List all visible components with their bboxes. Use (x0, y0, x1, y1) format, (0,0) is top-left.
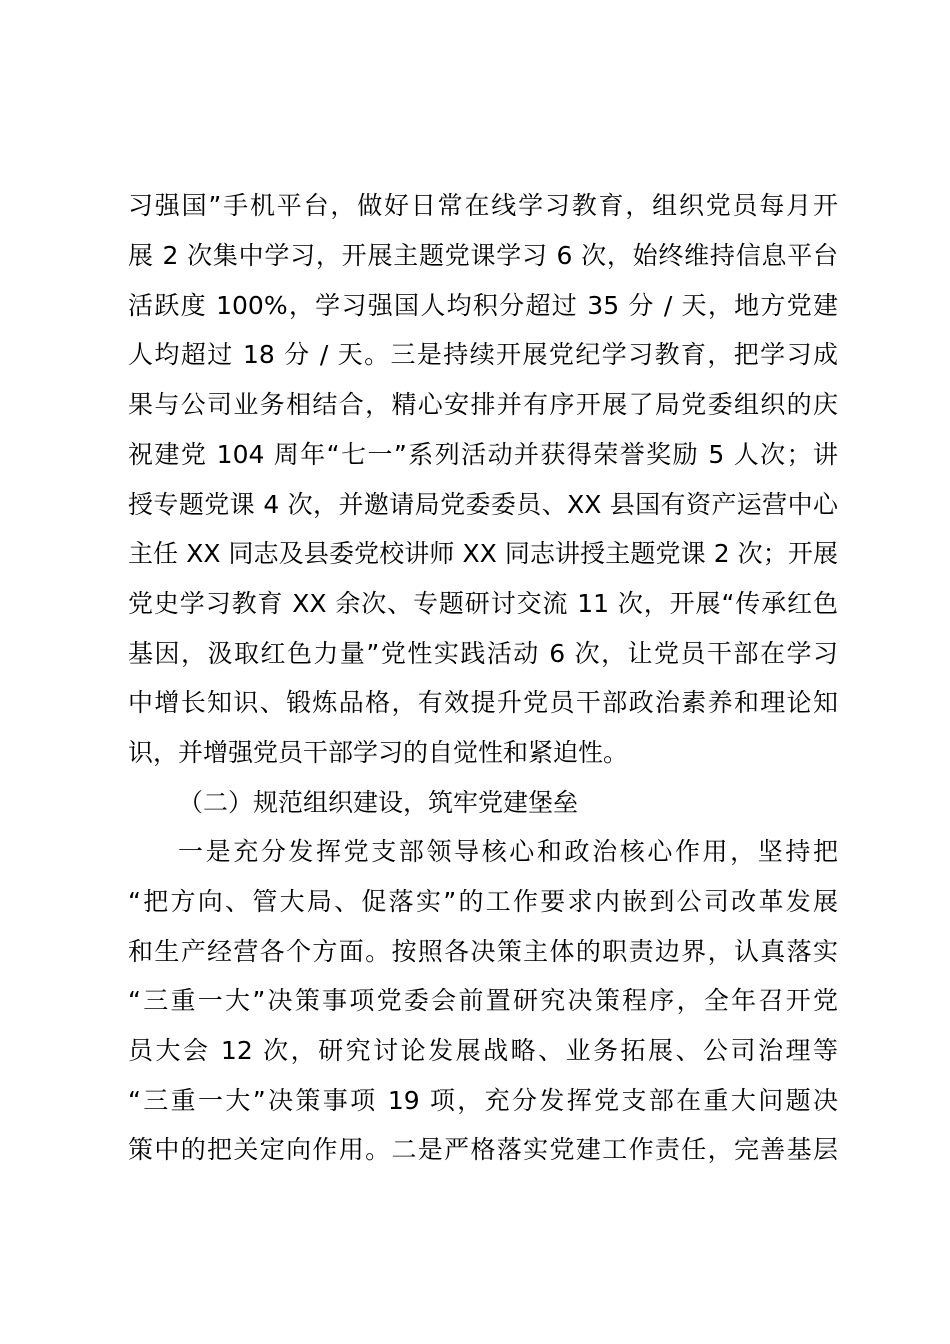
body-line-6: 祝建党 104 周年“七一”系列活动并获得荣誉奖励 5 人次；讲 (128, 440, 838, 469)
body-line-16: 和生产经营各个方面。按照各决策主体的职责边界，认真落实 (128, 937, 838, 966)
body-line-17: “三重一大”决策事项党委会前置研究决策程序，全年召开党 (128, 986, 838, 1015)
body-line-9: 党史学习教育 XX 余次、专题研讨交流 11 次，开展“传承红色 (128, 589, 838, 618)
body-line-4: 人均超过 18 分 / 天。三是持续开展党纪学习教育，把学习成 (128, 340, 838, 369)
body-line-11: 中增长知识、锻炼品格，有效提升党员干部政治素养和理论知 (128, 688, 838, 717)
section-heading: （二）规范组织建设，筑牢党建堡垒 (178, 788, 579, 817)
body-line-8: 主任 XX 同志及县委党校讲师 XX 同志讲授主题党课 2 次；开展 (128, 539, 838, 568)
body-line-14: 一是充分发挥党支部领导核心和政治核心作用，坚持把 (178, 837, 838, 866)
body-line-3: 活跃度 100%，学习强国人均积分超过 35 分 / 天，地方党建 (128, 291, 838, 320)
body-line-5: 果与公司业务相结合，精心安排并有序开展了局党委组织的庆 (128, 390, 838, 419)
body-line-2: 展 2 次集中学习，开展主题党课学习 6 次，始终维持信息平台 (128, 241, 838, 270)
body-line-12: 识，并增强党员干部学习的自觉性和紧迫性。 (128, 738, 629, 767)
body-line-15: “把方向、管大局、促落实”的工作要求内嵌到公司改革发展 (128, 887, 838, 916)
body-line-19: “三重一大”决策事项 19 项，充分发挥党支部在重大问题决 (128, 1086, 838, 1115)
body-line-7: 授专题党课 4 次，并邀请局党委委员、XX 县国有资产运营中心 (128, 490, 838, 519)
body-line-18: 员大会 12 次，研究讨论发展战略、业务拓展、公司治理等 (128, 1036, 838, 1065)
body-line-10: 基因，汲取红色力量”党性实践活动 6 次，让党员干部在学习 (128, 639, 838, 668)
body-line-1: 习强国”手机平台，做好日常在线学习教育，组织党员每月开 (128, 191, 838, 220)
body-line-20: 策中的把关定向作用。二是严格落实党建工作责任，完善基层 (128, 1135, 838, 1164)
